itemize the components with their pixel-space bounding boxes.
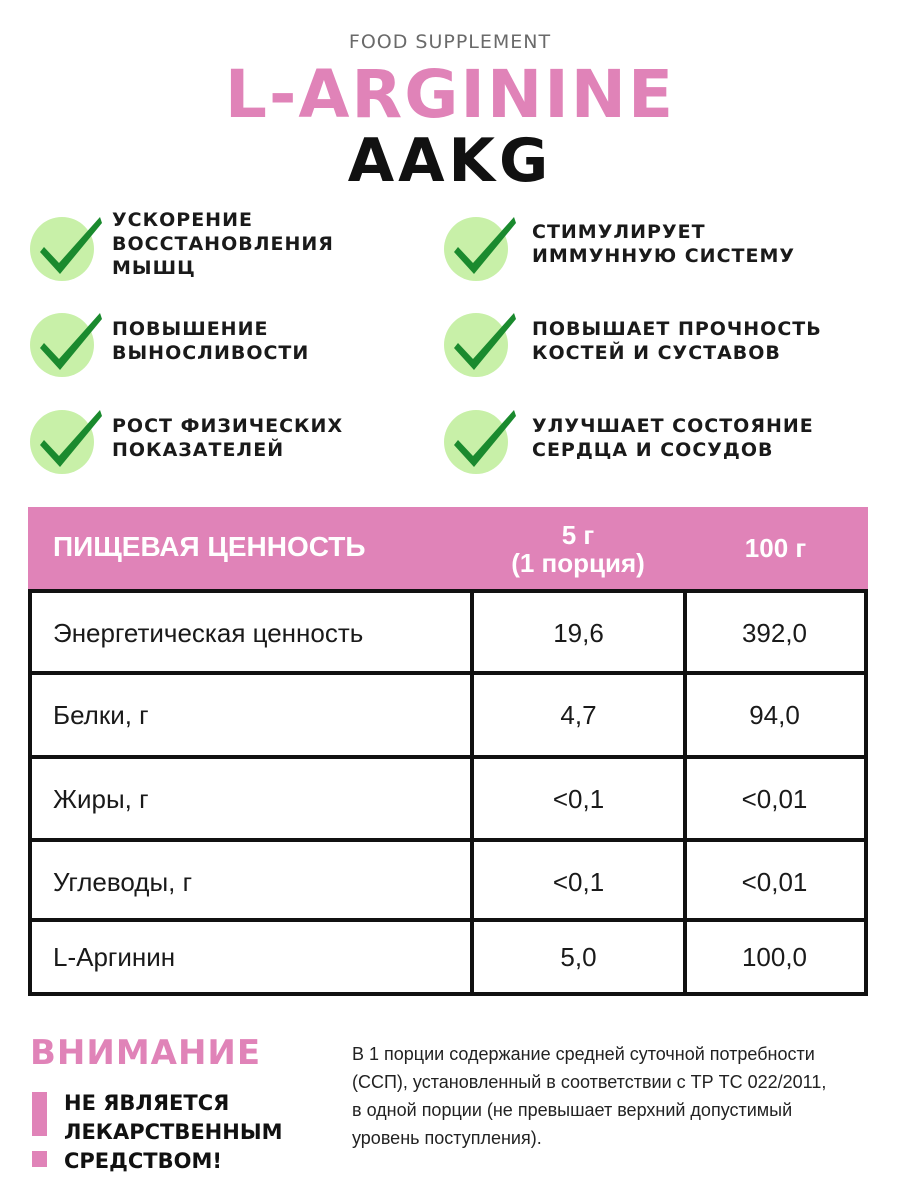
row-name: Энергетическая ценность [53,617,364,648]
benefit-line: СЕРДЦА И СОСУДОВ [532,439,774,461]
benefit-line: РОСТ ФИЗИЧЕСКИХ [112,415,344,437]
note-line: (ССП), установленный в соответствии с ТР ТС 022/2011, [352,1072,827,1092]
row-name: L-Аргинин [53,941,176,972]
benefit-line: ПОКАЗАТЕЛЕЙ [112,439,285,461]
warning-line: НЕ ЯВЛЯЕТСЯ [64,1091,230,1115]
table-header [28,507,868,589]
header-portion-line2: (1 порция) [511,548,645,578]
daily-value-note [352,1040,882,1152]
row-portion: <0,1 [552,783,605,814]
benefit-line: УСКОРЕНИЕ [112,209,253,231]
benefit-line: ПОВЫШАЕТ ПРОЧНОСТЬ [532,318,822,340]
row-per100: 100,0 [741,941,808,972]
benefit-line: ПОВЫШЕНИЕ [112,318,269,340]
benefit-line: ВОССТАНОВЛЕНИЯ [112,233,334,255]
row-per100: 94,0 [749,699,800,730]
row-name: Жиры, г [53,783,149,814]
nutrition-table [28,507,868,996]
benefit-line: ВЫНОСЛИВОСТИ [112,342,310,364]
row-portion: 5,0 [560,941,597,972]
row-portion: 19,6 [553,617,604,648]
row-name: Углеводы, г [53,866,193,897]
benefit-line: КОСТЕЙ И СУСТАВОВ [532,342,781,364]
table-body [28,589,868,996]
note-line: в одной порции (не превышает верхний допустимый [352,1100,793,1120]
warning-line: СРЕДСТВОМ! [64,1149,222,1173]
benefit-line: СТИМУЛИРУЕТ [532,221,706,243]
check-icon [442,400,520,478]
table-row [32,922,864,992]
subtitle: FOOD SUPPLEMENT [348,31,552,53]
check-icon [28,303,106,381]
row-name: Белки, г [53,699,149,730]
table-row [32,593,864,673]
row-per100: 392,0 [741,617,808,648]
warning-accent-bar [32,1151,47,1167]
row-portion: <0,1 [552,866,605,897]
warning-line: ЛЕКАРСТВЕННЫМ [64,1120,283,1144]
row-per100: <0,01 [741,783,808,814]
check-icon [28,207,106,285]
row-per100: <0,01 [741,866,808,897]
product-title: L-ARGININE [224,56,676,133]
benefit-line: УЛУЧШАЕТ СОСТОЯНИЕ [532,415,814,437]
benefit-line: МЫШЦ [112,257,196,279]
benefit-line: ИММУННУЮ СИСТЕМУ [532,245,796,267]
table-row [32,675,864,755]
header-nutrition-value: ПИЩЕВАЯ ЦЕННОСТЬ [53,531,366,562]
header-per-100g: 100 г [744,533,807,563]
warning-accent-bar [32,1092,47,1136]
check-icon [442,207,520,285]
header-portion [473,521,683,577]
note-line: уровень поступления). [352,1128,542,1148]
table-row [32,842,864,922]
check-icon [442,303,520,381]
header-portion-line1: 5 г [561,520,595,550]
warning-text [64,1089,354,1176]
row-portion: 4,7 [560,699,597,730]
table-row [32,759,864,839]
warning-title: ВНИМАНИЕ [30,1033,262,1073]
check-icon [28,400,106,478]
note-line: В 1 порции содержание средней суточной потребности [352,1044,815,1064]
product-variant: AAKG [347,126,553,196]
